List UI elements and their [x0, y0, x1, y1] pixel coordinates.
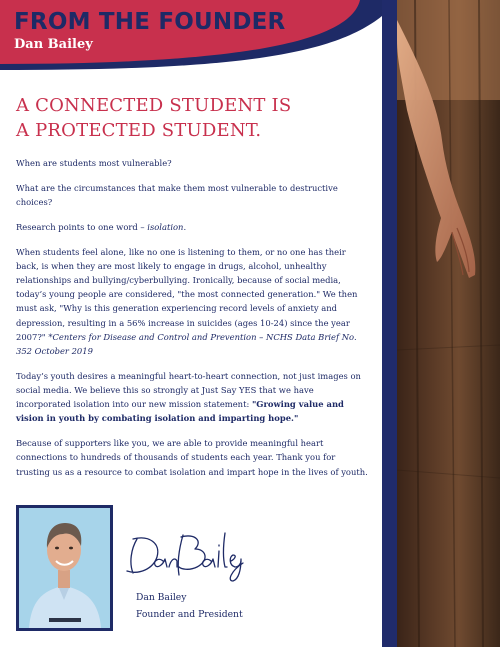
portrait-photo: [19, 508, 110, 628]
signer-name: Dan Bailey: [136, 592, 187, 603]
emphasis-isolation: isolation: [147, 221, 184, 232]
header-banner: [0, 0, 382, 74]
paragraph-1: When are students most vulnerable?: [16, 158, 172, 168]
navy-side-band: [382, 0, 397, 647]
paragraph-6: Because of supporters like you, we are able to provide meaningful heart connections to hundreds of thousands of students each year. Thank you for trusting us as a resource to combat isolation and impart hope in the lives of youth.: [16, 438, 368, 477]
person-illustration: [19, 508, 110, 628]
founder-portrait: [16, 505, 113, 631]
paragraph-3: Research points to one word – isolation.: [16, 221, 187, 232]
citation: *Centers for Disease and Control and Prevention – NCHS Data Brief No. 352 October 2019: [16, 331, 357, 357]
paragraph-2: What are the circumstances that make them most vulnerable to destructive choices?: [16, 182, 338, 207]
section-title: FROM THE FOUNDER: [14, 9, 286, 35]
signature-image: [123, 527, 248, 583]
paragraph-4: When students feel alone, like no one is listening to them, or no one has their back, is when they are most likely to engage in drugs, alcohol, unhealthy relationships and bullying/cyberbullying. Ironically, because of social media, today’s young people are considered, "the most connected generation." We then must ask, "Why is this generation experiencing record levels of anxiety and depression, resulting in a 56% increase in suicides (ages 10-24) since the year 2007?" *Centers for Disease and Control and Prevention – NCHS Data Brief No. 352 October 2019: [16, 246, 358, 357]
letter-body: [16, 156, 368, 489]
paragraph-5: Today’s youth desires a meaningful heart-to-heart connection, not just images on social media. We believe this so strongly at Just Say YES that we have incorporated isolation into our new mission statement: "Growing value and vision in youth by combating isolation and imparting hope.": [16, 370, 361, 424]
author-name: Dan Bailey: [14, 37, 93, 52]
headline-line-2: A PROTECTED STUDENT.: [16, 120, 262, 141]
mission-statement: "Growing value and vision in youth by combating isolation and imparting hope.": [16, 399, 344, 424]
headline: [16, 93, 376, 143]
side-photo: [397, 0, 500, 647]
signer-title: Founder and President: [136, 609, 243, 620]
headline-line-1: A CONNECTED STUDENT IS: [16, 95, 292, 116]
